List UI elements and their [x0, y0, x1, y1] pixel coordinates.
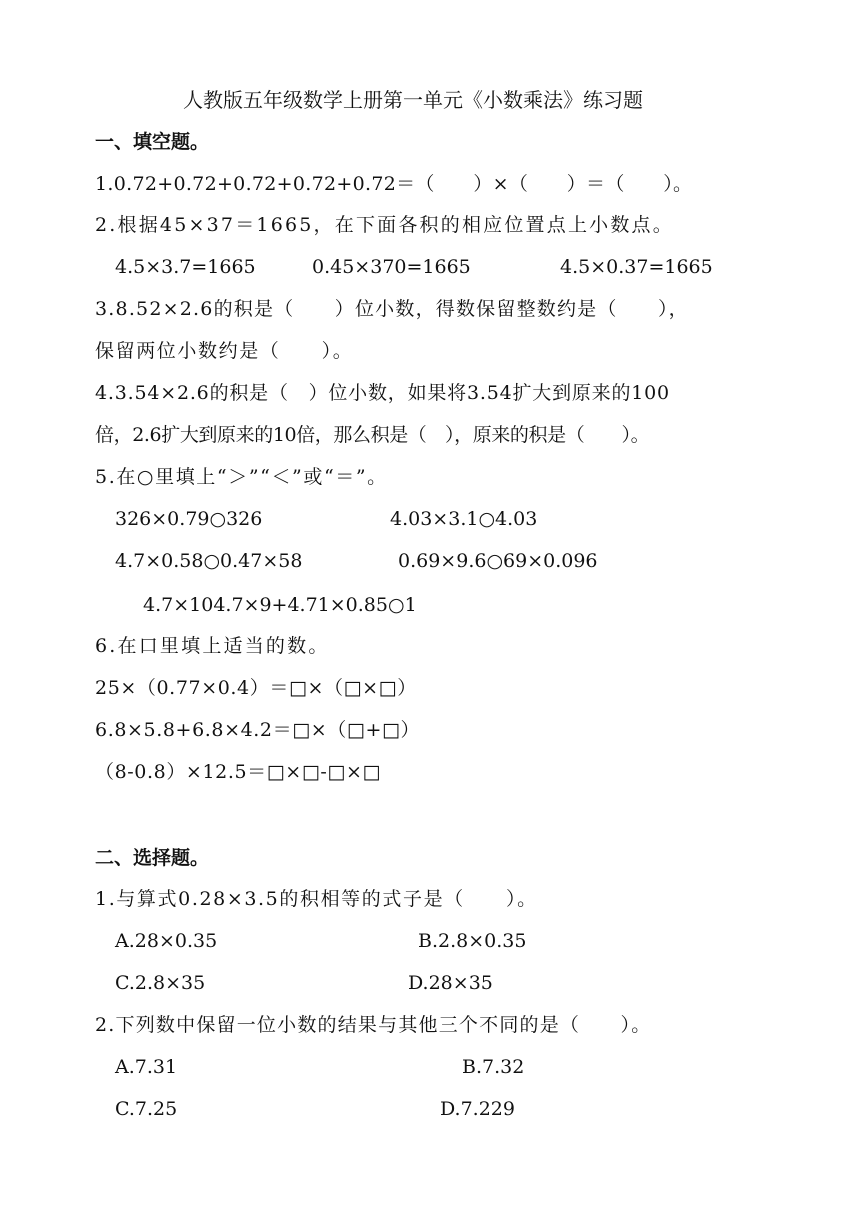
question-1-2-item-c: 4.5×0.37=1665: [560, 256, 713, 278]
section1-heading: 一、填空题。: [95, 131, 210, 153]
question-1-3-line1: 3.8.52×2.6的积是（ ）位小数，得数保留整数约是（ ），: [95, 298, 689, 320]
question-1-5-item-d: 0.69×9.6○69×0.096: [398, 550, 598, 572]
question-2-2-option-d: D.7.229: [440, 1098, 515, 1120]
question-1-2-item-a: 4.5×3.7=1665: [115, 256, 256, 278]
question-1-2: 2.根据45×37＝1665，在下面各积的相应位置点上小数点。: [95, 214, 674, 236]
question-1-2-item-b: 0.45×370=1665: [312, 256, 471, 278]
question-1-5-item-a: 326×0.79○326: [115, 508, 263, 530]
question-1-3-line2: 保留两位小数约是（ ）。: [95, 340, 354, 362]
question-1-6-item-b: 6.8×5.8+6.8×4.2＝□×（□+□）: [95, 719, 421, 741]
question-2-1-option-a: A.28×0.35: [115, 930, 218, 952]
question-2-2-option-a: A.7.31: [115, 1056, 178, 1078]
question-2-2-option-c: C.7.25: [115, 1098, 178, 1120]
question-1-5-item-b: 4.03×3.1○4.03: [390, 508, 538, 530]
question-2-1: 1.与算式0.28×3.5的积相等的式子是（ ）。: [95, 888, 538, 910]
question-1-4-line2: 倍，2.6扩大到原来的10倍，那么积是（ ），原来的积是（ ）。: [95, 424, 650, 446]
question-1-5: 5.在○里填上“＞”“＜”或“＝”。: [95, 466, 388, 488]
question-1-5-item-c: 4.7×0.58○0.47×58: [115, 550, 303, 572]
question-2-1-option-c: C.2.8×35: [115, 972, 206, 994]
question-2-1-option-d: D.28×35: [408, 972, 493, 994]
question-2-1-option-b: B.2.8×0.35: [418, 930, 527, 952]
section2-heading: 二、选择题。: [95, 847, 210, 869]
page-title: 人教版五年级数学上册第一单元《小数乘法》练习题: [183, 88, 643, 112]
question-2-2: 2.下列数中保留一位小数的结果与其他三个不同的是（ ）。: [95, 1014, 652, 1036]
question-1-1: 1.0.72+0.72+0.72+0.72+0.72＝（ ）×（ ）＝（ ）。: [95, 173, 693, 195]
question-1-5-item-e: 4.7×104.7×9+4.71×0.85○1: [143, 594, 417, 616]
question-2-2-option-b: B.7.32: [462, 1056, 525, 1078]
question-1-6-item-c: （8-0.8）×12.5＝□×□-□×□: [95, 761, 382, 783]
question-1-6: 6.在口里填上适当的数。: [95, 635, 330, 657]
question-1-6-item-a: 25×（0.77×0.4）＝□×（□×□）: [95, 677, 417, 699]
question-1-4-line1: 4.3.54×2.6的积是（ ）位小数，如果将3.54扩大到原来的100: [95, 382, 670, 404]
